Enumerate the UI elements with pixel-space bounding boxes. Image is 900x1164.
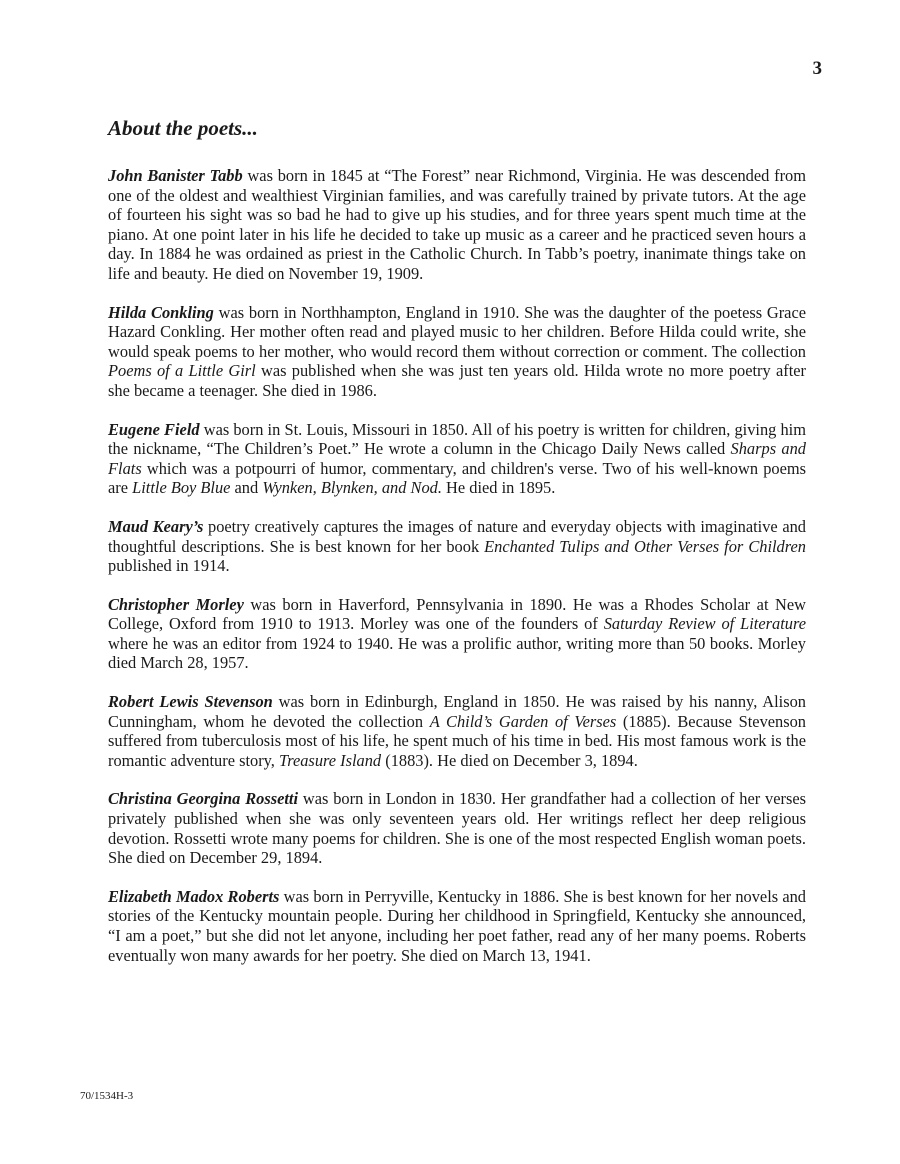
bio-text: (1885). Because Stevenson suffered from tuberculosis most of his life, he spent much of his time in bed. His most famous work is the romantic adventure story, [108, 711, 807, 770]
work-title: Little Boy Blue [132, 478, 231, 498]
poet-name: Christopher Morley [108, 594, 244, 614]
poet-name: Christina Georgina Rossetti [108, 789, 299, 809]
bio-text: published in 1914. [108, 556, 230, 576]
bio-text: was born in Northhampton, England in 1910. She was the daughter of the poetess Grace Hazard Conkling. Her mother often read and played music to her children. Before Hilda could write, she would speak poems to her mother, who would record them without correction or comment. The collection [108, 302, 806, 361]
poet-bio [108, 595, 806, 673]
page-number: 3 [812, 58, 822, 79]
bio-text: was born in Perryville, Kentucky in 1886. She is best known for her novels and stories of the Kentucky mountain people. During her childhood in Springfield, Kentucky she announced, “I am a poet,” but she did not let anyone, including her poet father, read any of her many poems. Roberts eventually won many awards for her poetry. She died on March 13, 1941. [108, 886, 807, 965]
bio-text: and [230, 478, 263, 498]
poet-name: Hilda Conkling [108, 302, 214, 322]
poet-name: Eugene Field [108, 419, 200, 439]
poet-name: Maud Keary’s [108, 516, 204, 536]
work-title: Wynken, Blynken, and Nod. [262, 478, 442, 498]
bio-text: was born in Edinburgh, England in 1850. He was raised by his nanny, Alison Cunningham, whom he devoted the collection [108, 692, 806, 731]
poet-name: Elizabeth Madox Roberts [108, 886, 280, 906]
bio-text: poetry creatively captures the images of nature and everyday objects with imaginative and thoughtful descriptions. She is best known for her book [108, 516, 806, 556]
bio-text: was born in 1845 at “The Forest” near Richmond, Virginia. He was descended from one of the oldest and wealthiest Virginian families, and was carefully trained by private tutors. At the age of fourteen his sight was so bad he had to give up his studies, and for three years spent much time at the piano. At one point later in his life he decided to take up music as a career and he practiced seven hours a day. In 1884 he was ordained as priest in the Catholic Church. In Tabb’s poetry, inanimate things take on life and beauty. He died on November 19, 1909. [108, 166, 806, 283]
work-title: A Child’s Garden of Verses [429, 711, 617, 731]
poet-bio-list [108, 166, 806, 965]
poet-bio [108, 166, 806, 284]
bio-text: He died in 1895. [441, 478, 556, 498]
bio-text: which was a potpourri of humor, commentary, and children's verse. Two of his well-known poems are [108, 458, 806, 498]
bio-text: where he was an editor from 1924 to 1940. He was a prolific author, writing more than 50 books. Morley died March 28, 1957. [108, 633, 806, 673]
work-title: Sharps and Flats [108, 439, 806, 478]
poet-name: Robert Lewis Stevenson [108, 692, 273, 712]
work-title: Enchanted Tulips and Other Verses for Children [484, 536, 806, 556]
work-title: Poems of a Little Girl [108, 361, 256, 381]
poet-bio [108, 303, 806, 401]
bio-text: was born in St. Louis, Missouri in 1850. All of his poetry is written for children, giving him the nickname, “The Children’s Poet.” He wrote a column in the Chicago Daily News called [108, 419, 806, 459]
poet-bio [108, 692, 806, 770]
bio-text: was born in Haverford, Pennsylvania in 1890. He was a Rhodes Scholar at New College, Oxford from 1910 to 1913. Morley was one of the founders of [108, 594, 806, 634]
poets-section [108, 116, 806, 984]
work-title: Saturday Review of Literature [603, 614, 806, 634]
section-heading: About the poets... [108, 116, 258, 140]
poet-bio [108, 789, 806, 867]
bio-text: was published when she was just ten years old. Hilda wrote no more poetry after she became a teenager. She died in 1986. [108, 361, 807, 400]
poet-bio [108, 887, 806, 965]
work-title: Treasure Island [278, 750, 382, 770]
poet-name: John Banister Tabb [108, 166, 243, 185]
poet-bio [108, 517, 806, 576]
bio-text: was born in London in 1830. Her grandfather had a collection of her verses privately published when she was only seventeen years old. Her writings reflect her deep religious devotion. Rossetti wrote many poems for children. She is one of the most respected English woman poets. She died on December 29, 1894. [108, 789, 807, 868]
document-code: 70/1534H-3 [80, 1090, 134, 1102]
poet-bio [108, 420, 806, 498]
bio-text: (1883). He died on December 3, 1894. [381, 750, 638, 770]
